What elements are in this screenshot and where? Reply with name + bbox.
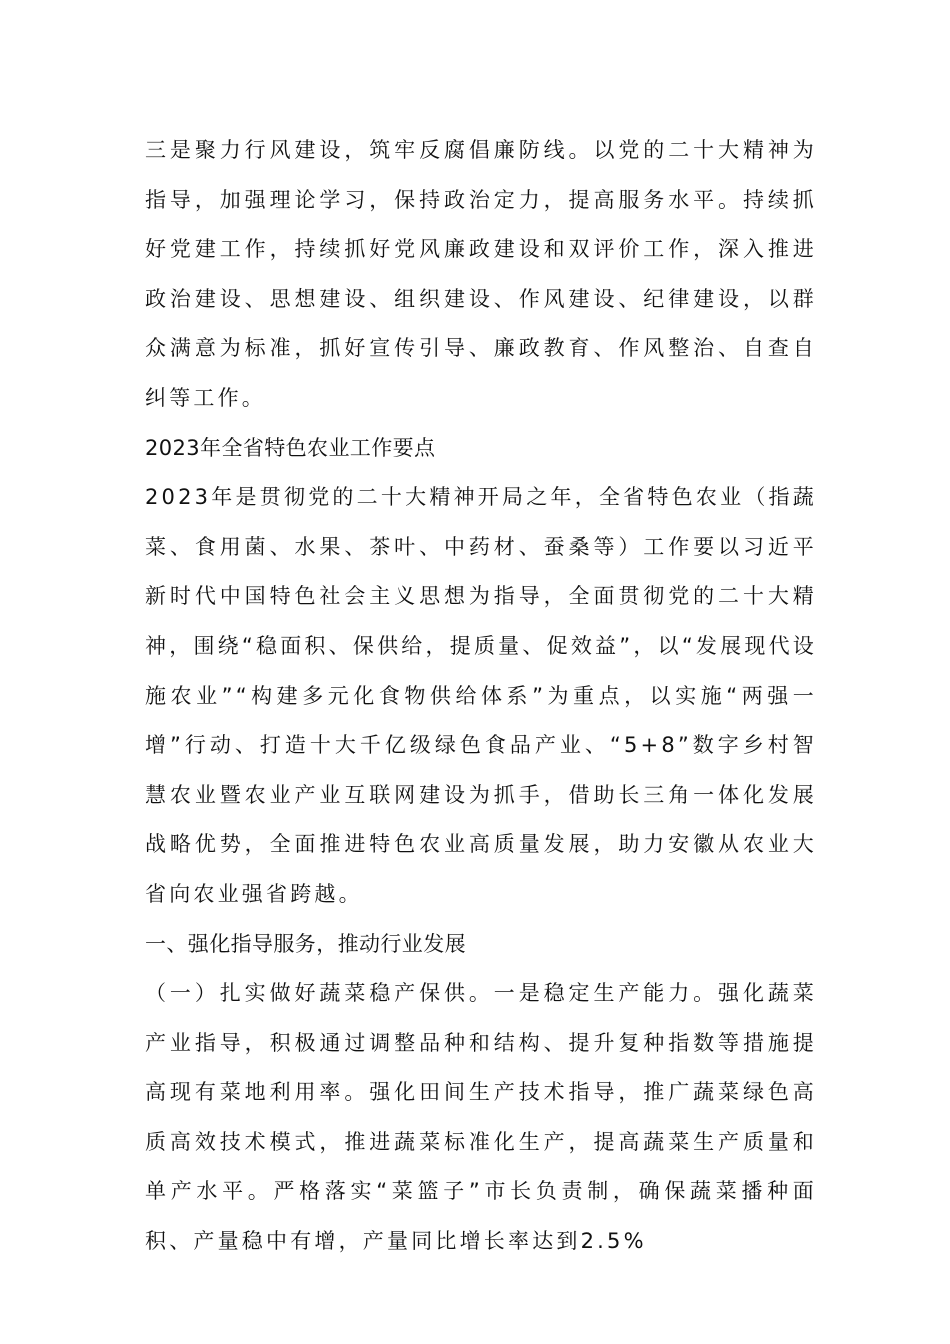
- paragraph-integrity-building: 三是聚力行风建设，筑牢反腐倡廉防线。以党的二十大精神为指导，加强理论学习，保持政治定力，提高服务水平。持续抓好党建工作，持续抓好党风廉政建设和双评价工作，深入推进政治建设、思想建设、组织建设、作风建设、纪律建设，以群众满意为标准，抓好宣传引导、廉政教育、作风整治、自查自纠等工作。: [145, 138, 817, 410]
- paragraph-vegetable-supply: （一）扎实做好蔬菜稳产保供。一是稳定生产能力。强化蔬菜产业指导，积极通过调整品种和结构、提升复种指数等措施提高现有菜地利用率。强化田间生产技术指导，推广蔬菜绿色高质高效技术模式，推进蔬菜标准化生产，提高蔬菜生产质量和单产水平。严格落实“菜篮子”市长负责制，确保蔬菜播种面积、产量稳中有增，产量同比增长率达到2.5%: [145, 981, 817, 1254]
- section-heading-guidance-services: 一、强化指导服务，推动行业发展: [145, 931, 466, 956]
- section-title-2023-specialty-agriculture: 2023年全省特色农业工作要点: [145, 435, 436, 460]
- document-body: [145, 126, 817, 1267]
- paragraph-2023-overview: 2023年是贯彻党的二十大精神开局之年，全省特色农业（指蔬菜、食用菌、水果、茶叶、中药材、蚕桑等）工作要以习近平新时代中国特色社会主义思想为指导，全面贯彻党的二十大精神，围绕“稳面积、保供给，提质量、促效益”，以“发展现代设施农业”“构建多元化食物供给体系”为重点，以实施“两强一增”行动、打造十大千亿级绿色食品产业、“5+8”数字乡村智慧农业暨农业产业互联网建设为抓手，借助长三角一体化发展战略优势，全面推进特色农业高质量发展，助力安徽从农业大省向农业强省跨越。: [145, 485, 817, 906]
